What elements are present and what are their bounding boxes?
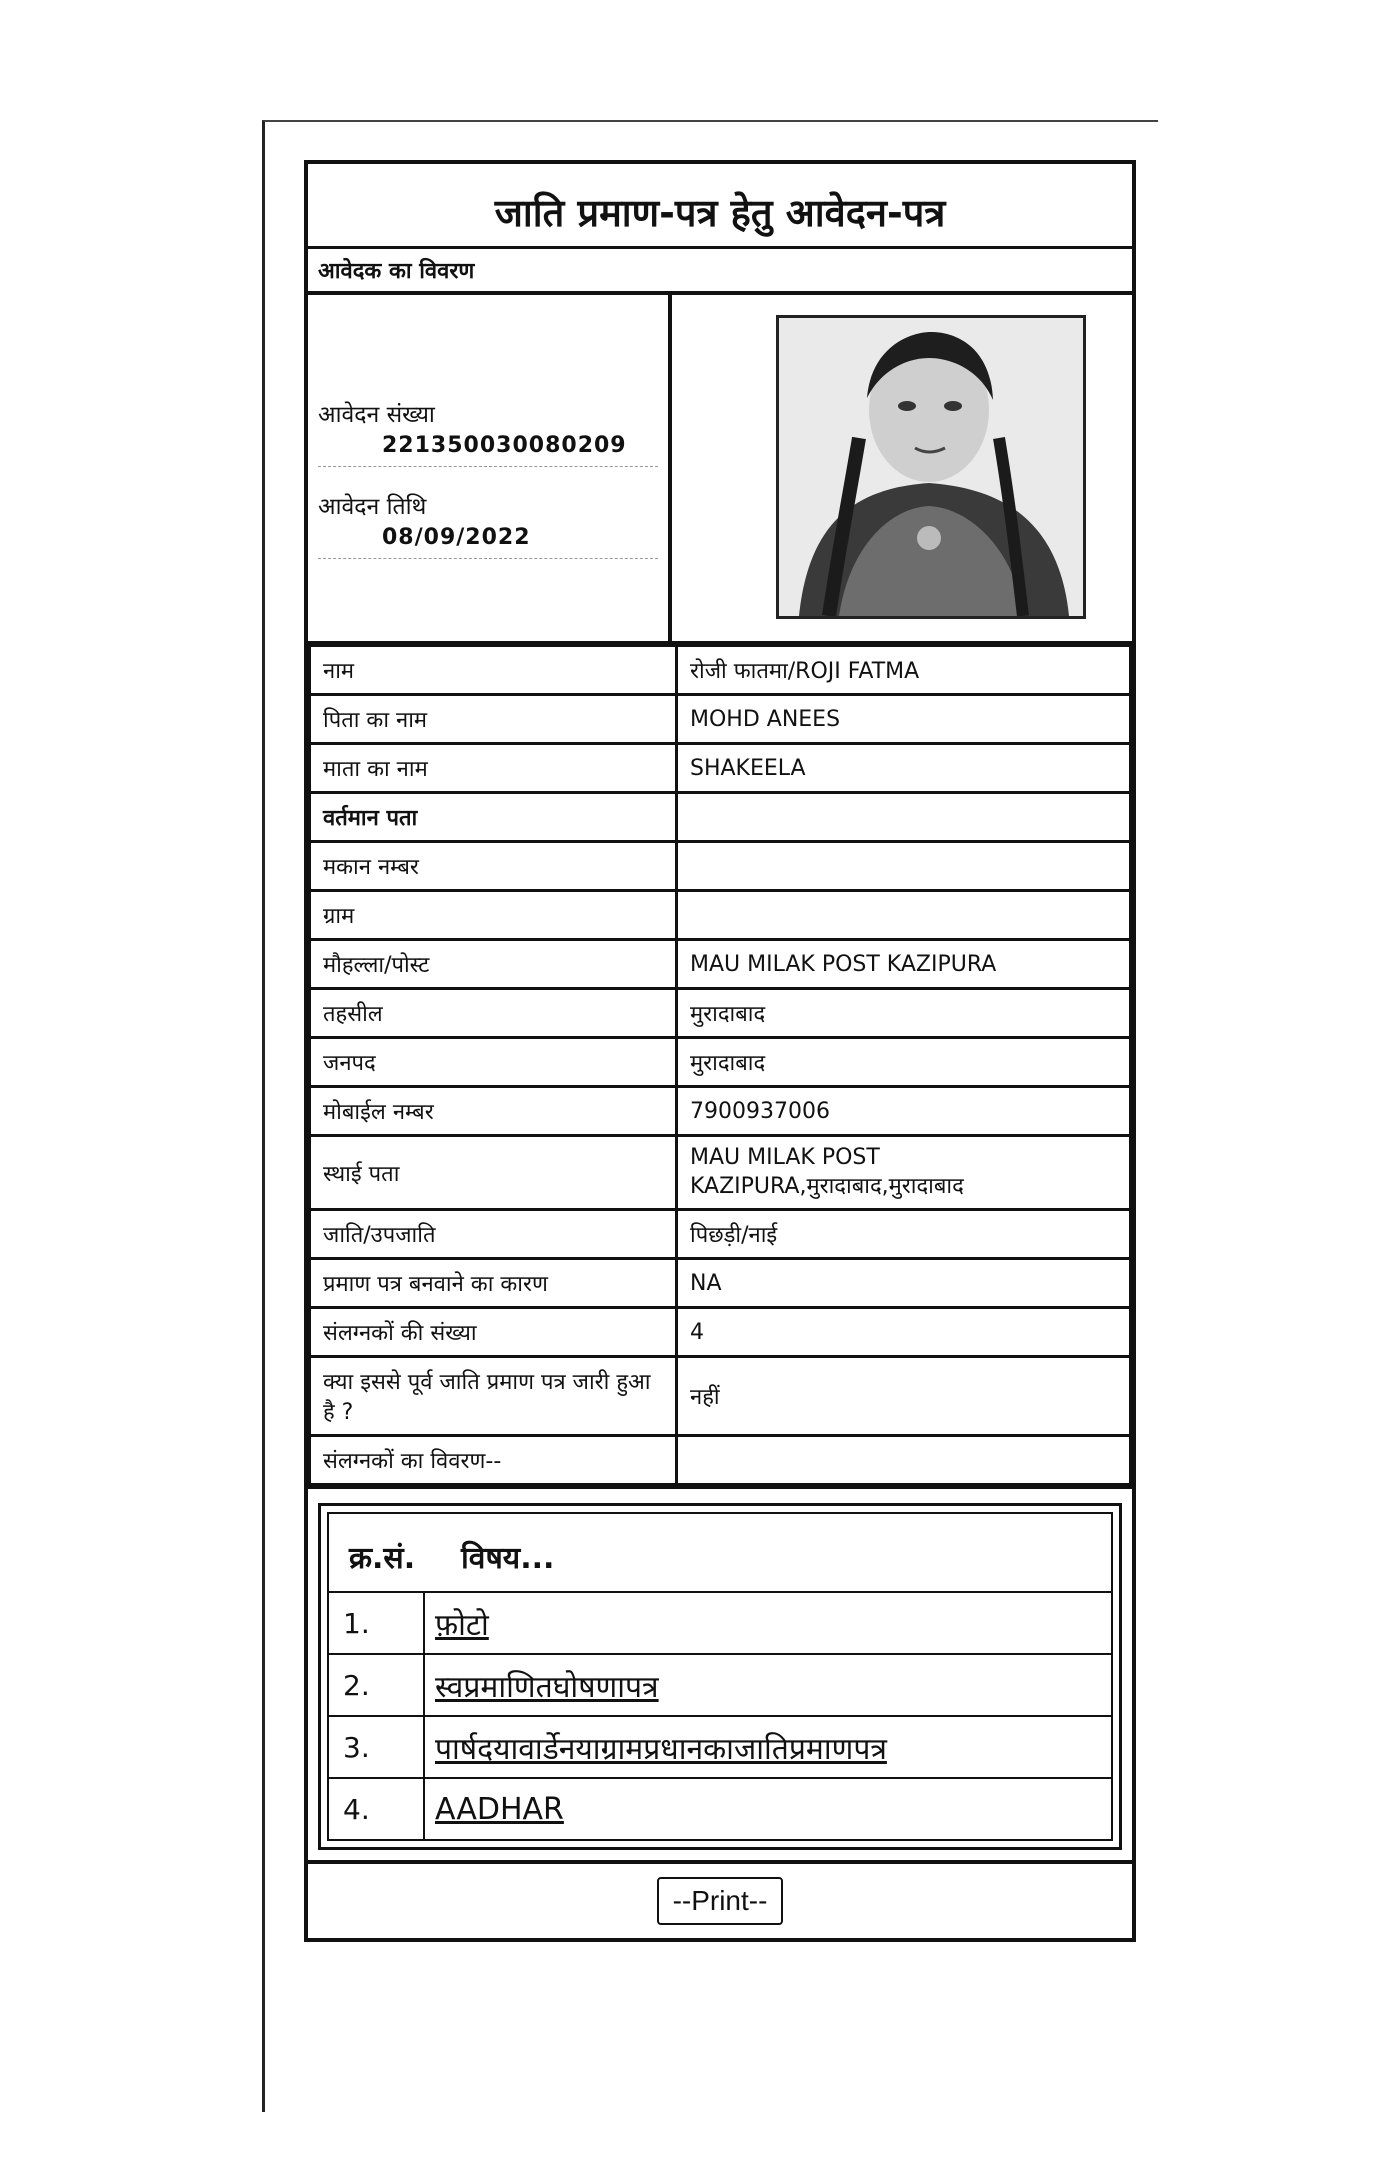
detail-value: मुरादाबाद [677,1038,1131,1087]
detail-value: MAU MILAK POST KAZIPURA,मुरादाबाद,मुरादाबाद [677,1136,1131,1210]
detail-row [310,744,1131,793]
detail-label: प्रमाण पत्र बनवाने का कारण [310,1259,677,1308]
application-form [304,160,1136,1942]
detail-label: नाम [310,646,677,695]
attachment-serial: 4. [329,1779,425,1839]
attachment-serial: 1. [329,1593,425,1653]
detail-label: ग्राम [310,891,677,940]
detail-row [310,1210,1131,1259]
detail-value: पिछड़ी/नाई [677,1210,1131,1259]
detail-value [677,793,1131,842]
print-button[interactable]: --Print-- [657,1877,784,1925]
section-heading: आवेदक का विवरण [308,249,1132,295]
detail-row [310,1436,1131,1485]
detail-label: संलग्नकों का विवरण-- [310,1436,677,1485]
detail-label: जनपद [310,1038,677,1087]
application-number-value: 221350030080209 [382,433,627,458]
divider [318,558,658,559]
detail-value: रोजी फातमा/ROJI FATMA [677,646,1131,695]
attachment-row [329,1777,1111,1839]
applicant-details-table [308,644,1132,1486]
detail-label: जाति/उपजाति [310,1210,677,1259]
attachment-row [329,1715,1111,1777]
detail-row [310,842,1131,891]
detail-label: संलग्नकों की संख्या [310,1308,677,1357]
print-bar [308,1860,1132,1938]
attachments-header [329,1514,1111,1591]
applicant-photo [776,315,1086,619]
detail-value: SHAKEELA [677,744,1131,793]
detail-label: मोबाईल नम्बर [310,1087,677,1136]
detail-label: तहसील [310,989,677,1038]
detail-label: मौहल्ला/पोस्ट [310,940,677,989]
detail-label: पिता का नाम [310,695,677,744]
detail-value [677,891,1131,940]
detail-row [310,695,1131,744]
application-meta [308,295,672,641]
detail-label: वर्तमान पता [310,793,677,842]
detail-row [310,940,1131,989]
attachments-section [308,1486,1132,1860]
detail-value: 4 [677,1308,1131,1357]
attachments-box [318,1503,1122,1850]
detail-label: मकान नम्बर [310,842,677,891]
detail-row [310,989,1131,1038]
detail-label: स्थाई पता [310,1136,677,1210]
detail-row [310,1136,1131,1210]
detail-row [310,1087,1131,1136]
attachments-table [327,1512,1113,1841]
detail-value [677,1436,1131,1485]
detail-label: माता का नाम [310,744,677,793]
detail-row [310,1357,1131,1436]
attachment-link[interactable]: फ़ोटो [435,1607,489,1643]
detail-value: MOHD ANEES [677,695,1131,744]
serial-number-header: क्र.सं. [349,1541,416,1576]
attachment-row [329,1653,1111,1715]
detail-row [310,1308,1131,1357]
application-date-value: 08/09/2022 [382,525,531,550]
application-number-label: आवेदन संख्या [318,402,435,428]
detail-value: NA [677,1259,1131,1308]
subject-header: विषय... [461,1541,555,1576]
form-title: जाति प्रमाण-पत्र हेतु आवेदन-पत्र [308,164,1132,249]
detail-row [310,1259,1131,1308]
detail-value: नहीं [677,1357,1131,1436]
detail-row [310,793,1131,842]
attachment-serial: 3. [329,1717,425,1777]
attachment-link[interactable]: पार्षदयावार्डेनयाग्रामप्रधानकाजातिप्रमाणपत्र [435,1731,887,1767]
photo-cell [672,295,1132,641]
applicant-photo-portrait [779,318,1083,616]
detail-row [310,1038,1131,1087]
attachment-link[interactable]: स्वप्रमाणितघोषणापत्र [435,1669,659,1705]
attachment-row [329,1591,1111,1653]
application-info-block [308,295,1132,644]
detail-row [310,646,1131,695]
detail-value: MAU MILAK POST KAZIPURA [677,940,1131,989]
detail-value: मुरादाबाद [677,989,1131,1038]
detail-label: क्या इससे पूर्व जाति प्रमाण पत्र जारी हुआ है ? [310,1357,677,1436]
attachment-link[interactable]: AADHAR [435,1791,564,1827]
attachment-serial: 2. [329,1655,425,1715]
detail-row [310,891,1131,940]
divider [318,466,658,467]
detail-value: 7900937006 [677,1087,1131,1136]
detail-value [677,842,1131,891]
application-date-label: आवेदन तिथि [318,494,427,520]
